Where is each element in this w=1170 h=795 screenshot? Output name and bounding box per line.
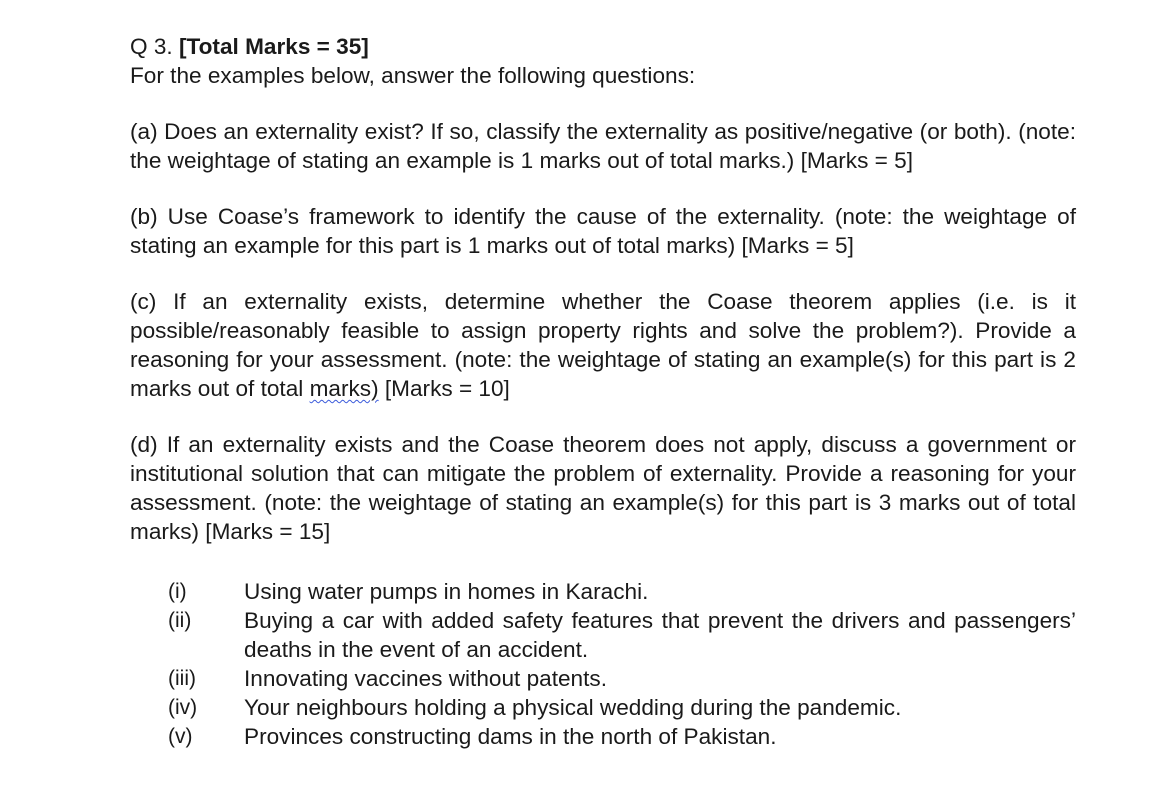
part-d: (d) If an externality exists and the Coase theorem does not apply, discuss a government or institutional solution that can mitigate the problem of externality. Provide a reasoning for your assessment. (note: the weightage of stating an example(s) for this part is 3 marks out of total marks) [Marks = 15]	[130, 432, 1076, 544]
part-c-marks: [Marks = 10]	[378, 376, 510, 401]
list-item-text: Your neighbours holding a physical wedding during the pandemic.	[244, 695, 902, 720]
part-c-text: (c) If an externality exists, determine whether the Coase theorem applies (i.e. is it possible/reasonably feasible to assign property rights and solve the problem?). Provide a reasoning for your assessment. (note: the weightage of stating an example(s) for this part is 2 marks out of total	[130, 289, 1076, 401]
list-item-text: Buying a car with added safety features that prevent the drivers and passengers’ deaths in the event of an accident.	[244, 608, 1076, 662]
question-intro: For the examples below, answer the following questions:	[130, 63, 696, 88]
list-item	[130, 664, 1076, 693]
list-item-number: (iv)	[168, 696, 198, 719]
spellcheck-flagged-text[interactable]: marks)	[309, 376, 379, 401]
total-marks: [Total Marks = 35]	[178, 34, 369, 59]
list-item-text: Using water pumps in homes in Karachi.	[244, 579, 649, 604]
list-item	[130, 606, 1076, 664]
list-item	[130, 722, 1076, 751]
list-item-number: (ii)	[168, 609, 192, 632]
list-item-text: Innovating vaccines without patents.	[244, 666, 607, 691]
part-c	[130, 287, 1076, 403]
question-number: Q 3.	[130, 34, 173, 59]
list-item-number: (v)	[168, 725, 193, 748]
examples-list	[130, 577, 1076, 751]
list-item-number: (iii)	[168, 667, 196, 690]
question-heading	[130, 32, 1076, 61]
part-a: (a) Does an externality exist? If so, classify the externality as positive/negative (or both). (note: the weightage of stating an example is 1 marks out of total marks.) [Marks = 5]	[130, 119, 1076, 173]
list-item-text: Provinces constructing dams in the north of Pakistan.	[244, 724, 777, 749]
part-b: (b) Use Coase’s framework to identify the cause of the externality. (note: the weightage of stating an example for this part is 1 marks out of total marks) [Marks = 5]	[130, 204, 1076, 258]
document-body	[130, 32, 1076, 751]
list-item-number: (i)	[168, 580, 187, 603]
list-item	[130, 693, 1076, 722]
list-item	[130, 577, 1076, 606]
